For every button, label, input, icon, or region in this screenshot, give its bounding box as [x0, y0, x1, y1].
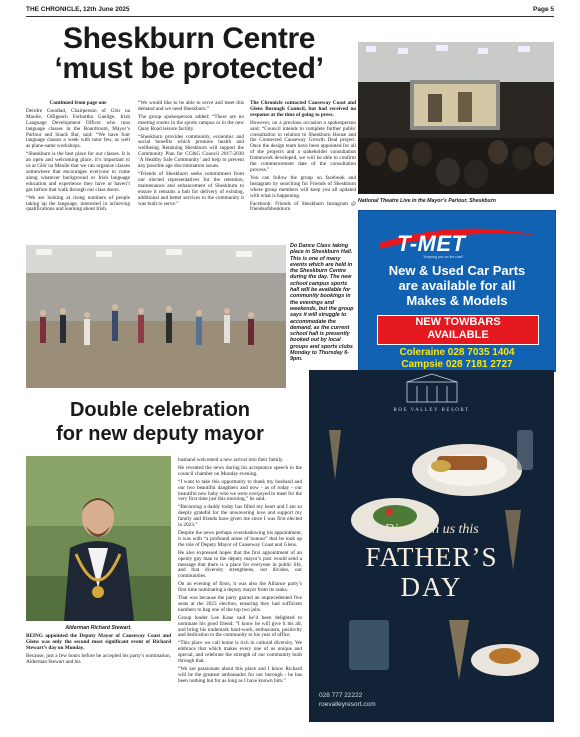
story1-headline [26, 24, 352, 84]
story1-col2 [138, 101, 244, 209]
tmet-line2: are available for all [398, 278, 516, 293]
paragraph: The group spokesperson added: “There are no meeting rooms in the sports campus or in the new Quay Road leisure facility. [138, 113, 244, 132]
paragraph: “This place we call home is rich in cultural diversity. We embrace that which makes every one of us unique and special, and celebrate the strength of our community built through that. [178, 640, 302, 665]
roe-valley-fathers-text: FATHER’S [365, 542, 498, 572]
paragraph: He also expressed hopes that the first appointment of an openly gay man to the deputy mayor’s post would send a message that there is a place for everyone in public life, and that diversity strengthens, not divides, our communities. [178, 549, 302, 580]
story2-col2 [178, 458, 302, 687]
tmet-main-text [367, 263, 547, 308]
continued-note: Continued from page one [49, 100, 107, 106]
paper-name-date: THE CHRONICLE, 12th June 2025 [26, 6, 130, 13]
theatre-image [358, 42, 554, 194]
story2-headline-line2: for new deputy mayor [56, 423, 264, 445]
paragraph: “We are passionate about this place and I know Richard will be the greatest ambassador for our borough - he has been nothing but for as long as I have known him.” [178, 666, 302, 684]
paragraph: On an evening of firsts, it was also the Alliance party’s first time nominating a deputy mayor from its ranks. [178, 581, 302, 594]
paragraph: Despite the news perhaps overshadowing his appointment, it was with “a profound sense of honour” that he took up the role of Deputy Mayor of Causeway Coast and Glens. [178, 529, 302, 548]
roe-valley-advert [309, 370, 554, 722]
paragraph: “We would like to be able to serve and meet this demand and we need Sheskburn.” [138, 100, 244, 112]
paragraph: Facebook: Friends of Sheskburn Instagram @ friendsofsheskburn [250, 200, 356, 213]
tmet-tagline: “Keeping you on the road” [423, 255, 464, 259]
tmet-phone-campsie: Campsie 028 7181 2727 [401, 359, 513, 370]
tmet-advert [358, 210, 556, 372]
deputy-mayor-image [26, 456, 171, 621]
paragraph: “Sheskburn is the best place for our classes. It is an open and welcoming place, it’s important to us at Glór na Maoile that we can organise classes somewhere that encourages everyone to come along whatever background or Irish language education and experience they have or haven’t got before that walk through our class doors. [26, 151, 130, 193]
story1-col3 [250, 101, 356, 215]
paragraph: Deirdre Goodlad, Chairperson of Glór na Maoile, Oifigeach Forbartha Gaeilge, Irish Language Development Officer who runs language classes in the Boardroom, Mayor’s Parlour and Snack Bar, said: “We have four language classes a week with tutor few, as well as plane-same workshops. [26, 107, 130, 150]
paragraph: “Becoming a daddy today has filled my heart and I am so deeply grateful for the unwavering love and support my family and friends have given me since I was first elected in 2023.” [178, 504, 302, 529]
paragraph: “I want to take this opportunity to thank my husband and our two beautiful daughters and now - as of today - our beautiful new baby who we were overjoyed to meet for the very first time just this morning,” he said. [178, 478, 302, 503]
story2-headline [26, 398, 294, 446]
deputy-mayor-photo [26, 456, 171, 621]
deputy-mayor-caption: Alderman Richard Stewart. [65, 625, 132, 631]
tmet-phone-coleraine: Coleraine 028 7035 1404 [399, 347, 515, 358]
theatre-photo [358, 42, 554, 194]
paragraph: “Friends of Sheskburn seeks commitment from our elected representatives for the retention, maintenance and enhancement of Sheskburn to ensure it remains a hub for delivery of existing, additional and better services to the community it was built to serve.” [138, 170, 244, 207]
paragraph: However, on a previous occasion a spokesperson said: “Council intends to complete further public consultation in relation to Sheskburn House and the Connected Causeway Growth Deal project. Once the design team have been appointed for all of the projects and a stakeholder consultation framework developed, we will be able to confirm the commencement date of the consultation process.” [250, 119, 356, 173]
tmet-towbars-banner [377, 315, 539, 345]
roe-valley-dine-text: Dine with us this [384, 522, 479, 537]
tmet-tow-line2: AVAILABLE [427, 329, 489, 341]
roe-valley-building-logo-icon [407, 374, 457, 402]
roe-valley-brand: ROE VALLEY RESORT [393, 408, 470, 413]
dance-hall-image [26, 245, 286, 388]
tmet-logo: T-MET [397, 231, 466, 256]
paragraph: “Sheskburn provides community, economic and social benefits which promote health and wellbeing. Retaining Sheskburn will support the Community Plan for CC&G Council 2017-2030 ‘A Healthy Safe Community’ and help to prevent any possible age discrimination issues. [138, 133, 244, 170]
story1-headline-line2: ‘must be protected’ [54, 52, 324, 85]
roe-valley-day-text: DAY [400, 572, 463, 602]
paragraph: “We are looking at rising numbers of people taking up the language, interested in achieving qualifications and learning about Irish. [26, 194, 130, 213]
story1-headline-line1: Sheskburn Centre [63, 22, 315, 55]
paragraph: You can follow the group on facebook and Instagram by searching for Friends of Sheskburn where group members will keep you all updated with what is happening. [250, 174, 356, 199]
dance-hall-photo [26, 245, 286, 388]
council-contact-note: The Chronicle contacted Causeway Coast and Glens Borough Council, but had received no response at the time of going to press. [250, 100, 356, 118]
page-number: Page 5 [533, 6, 554, 13]
story2-intro: BEING appointed the Deputy Mayor of Causeway Coast and Glens was only the second most significant event of Richard Stewart’s day on Monday. [26, 633, 171, 651]
header-rule [26, 16, 554, 17]
tmet-line3: Makes & Models [406, 293, 508, 308]
tmet-logo-area [379, 223, 535, 259]
paragraph: He revealed the news during his acceptance speech in the council chamber on Monday evening. [178, 464, 302, 477]
story2-col1 [26, 634, 171, 668]
tmet-tow-line1: NEW TOWBARS [415, 316, 501, 328]
paragraph: Group leader Lee Kane said he’d been delighted to nominate his good friend: “I know he will give it his all, and bring his trademark hard-work, enthusiasm, positivity and dedication to the community to his year of office. [178, 614, 302, 639]
dance-photo-caption: Do Dance Class taking place in Sheskburn Hall. This is one of many events which are held in the Sheskburn Centre during the day. The new school campus sports hall will be available for community bookings in the evenings and weekends, but the group says it will struggle to accommodate the demand, as the current school hall is presently booked out by local groups and sports clubs Monday to Thursday 6-9pm. [290, 243, 354, 363]
tmet-line1: New & Used Car Parts [388, 263, 526, 278]
story1-col1 [26, 101, 130, 215]
theatre-photo-caption: National Theatre Live in the Mayor’s Parlour, Sheskburn [358, 198, 496, 204]
roe-valley-phone: 028 777 22222 [319, 692, 363, 699]
paragraph: husband welcomed a new arrival into their family. [178, 457, 284, 463]
roe-valley-website: roevalleyresort.com [319, 701, 376, 708]
paragraph: That was because the party gained an unprecedented five seats at the 2023 election, ensuring they had sufficient numbers to bag one of the top two jobs. [178, 595, 302, 613]
paragraph: Because, just a few hours before he accepted his party’s nomination, Alderman Stewart and his [26, 652, 171, 665]
story2-headline-line1: Double celebration [69, 399, 251, 421]
